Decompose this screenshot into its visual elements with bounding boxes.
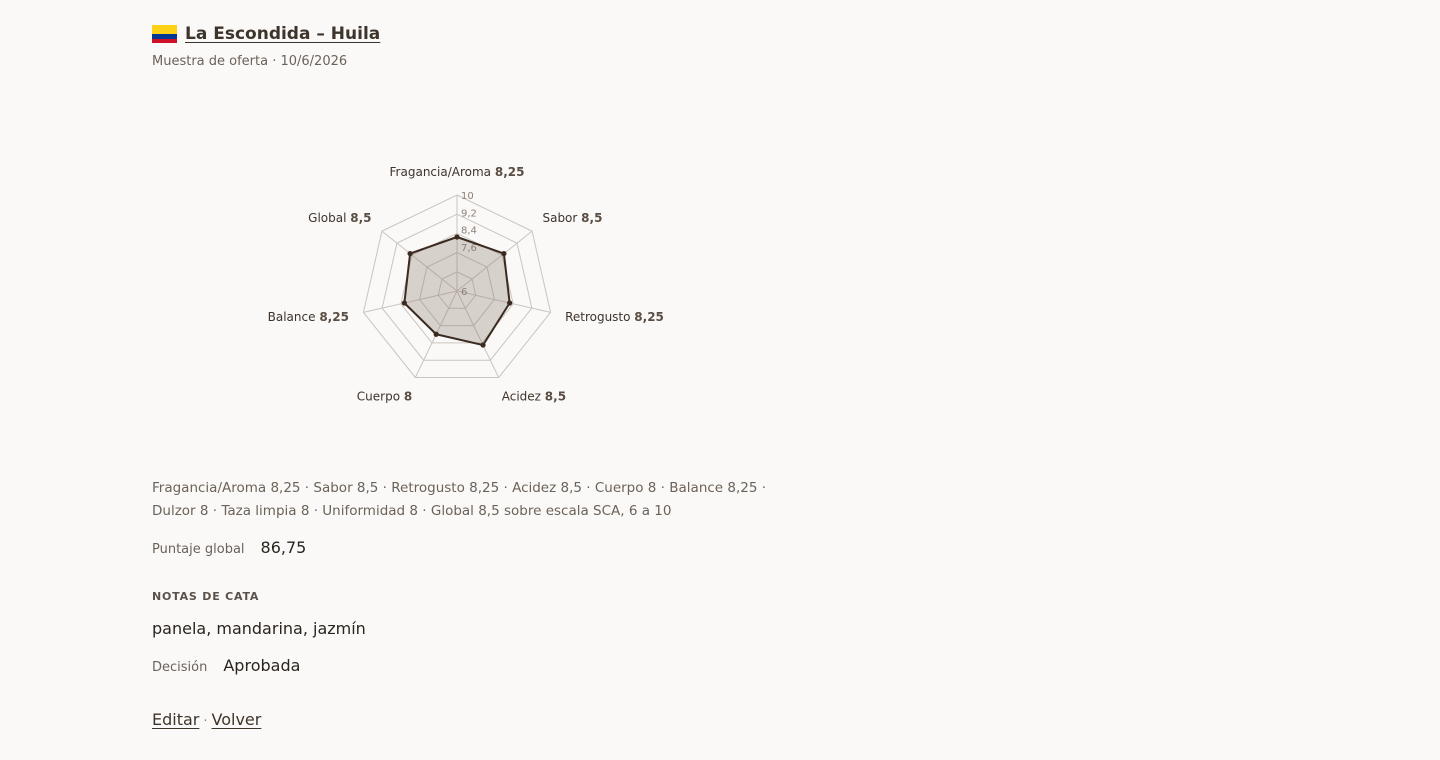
radar-axis-label-1: Sabor 8,5 — [542, 211, 603, 226]
decision-label: Decisión — [152, 660, 208, 675]
cupping-radar-chart — [152, 140, 712, 440]
radar-axis-label-0: Fragancia/Aroma 8,25 — [389, 165, 525, 179]
radar-point-1 — [501, 251, 506, 256]
radar-point-6 — [407, 251, 412, 256]
radar-axis-label-2: Retrogusto 8,25 — [565, 310, 664, 325]
sample-header — [152, 24, 380, 44]
tasting-notes-value: panela, mandarina, jazmín — [152, 619, 366, 638]
edit-link[interactable]: Editar — [152, 710, 200, 729]
radar-series-area — [404, 237, 509, 345]
sample-title[interactable]: La Escondida – Huila — [185, 24, 381, 44]
radar-axis-label-5: Balance 8,25 — [267, 310, 349, 325]
radar-axis-label-3: Acidez 8,5 — [501, 389, 567, 404]
radar-point-3 — [480, 342, 485, 347]
radar-point-5 — [402, 300, 407, 305]
overall-score-value: 86,75 — [260, 538, 307, 557]
actions — [152, 710, 261, 729]
scores-summary: Fragancia/Aroma 8,25 · Sabor 8,5 · Retrogusto 8,25 · Acidez 8,5 · Cuerpo 8 · Balance 8,25 · Dulzor 8 · Taza limpia 8 · Uniformidad 8 · Global 8,5 sobre escala SCA, 6 a 10 — [152, 480, 767, 519]
radar-tick-label-1: 9,2 — [461, 208, 477, 220]
overall-score-label: Puntaje global — [152, 542, 245, 557]
overall-score — [152, 538, 306, 557]
radar-point-2 — [507, 300, 512, 305]
actions-separator: · — [203, 714, 208, 729]
tasting-notes-heading: NOTAS DE CATA — [152, 590, 260, 603]
radar-tick-label-4: 6 — [461, 287, 468, 298]
radar-tick-label-2: 8,4 — [461, 225, 477, 237]
decision-value: Aprobada — [223, 656, 301, 675]
colombia-flag-icon — [152, 25, 177, 43]
radar-point-0 — [454, 234, 459, 239]
radar-tick-label-3: 7,6 — [461, 242, 477, 254]
decision — [152, 656, 300, 675]
radar-axis-label-6: Global 8,5 — [308, 211, 372, 226]
sample-subtitle: Muestra de oferta · 10/6/2026 — [152, 54, 348, 69]
radar-tick-label-0: 10 — [461, 191, 474, 202]
back-link[interactable]: Volver — [211, 710, 262, 729]
radar-point-4 — [434, 332, 439, 337]
radar-axis-label-4: Cuerpo 8 — [356, 389, 413, 404]
